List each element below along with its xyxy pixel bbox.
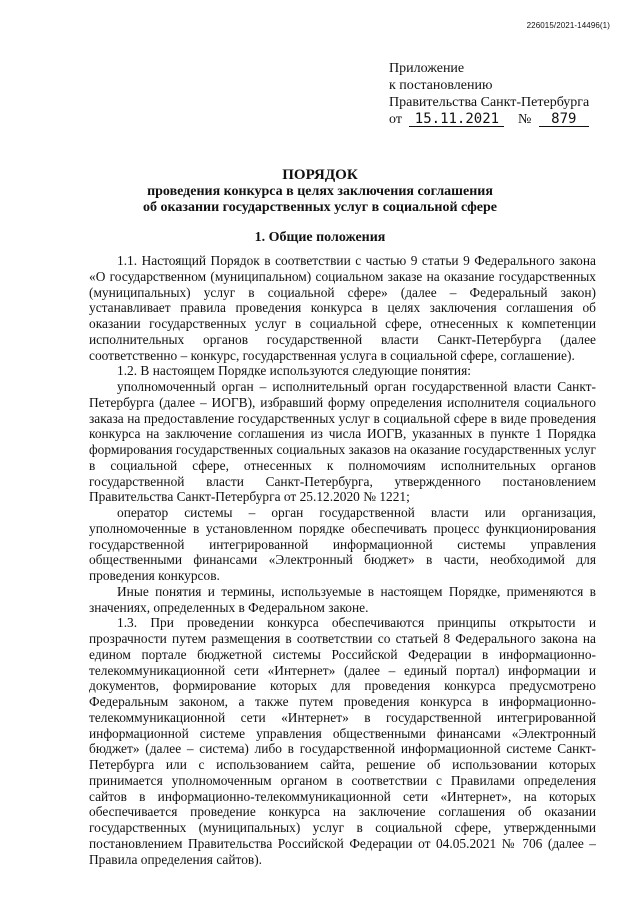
approval-line-government: Правительства Санкт-Петербурга (389, 95, 590, 110)
document-body (89, 253, 596, 867)
paragraph-1-1: 1.1. Настоящий Порядок в соответствии с частью 9 статьи 9 Федерального закона «О государственном (муниципальном) социальном заказе на оказание государственных (муниципальных) услуг в социальной сфере» (далее – Федеральный закон) устанавливает правила проведения конкурса в целях заключения соглашения об оказании государственных услуг в социальной сфере, отнесенных к компетенции исполнительных органов государственной власти Санкт-Петербурга (далее соответственно – конкурс, государственная услуга в социальной сфере, соглашение). (89, 253, 596, 363)
approval-block (389, 60, 589, 128)
approval-date-number-line (389, 111, 589, 128)
approval-line-resolution: к постановлению (389, 78, 493, 93)
document-registration-number: 226015/2021-14496(1) (526, 21, 610, 30)
title-line-2: проведения конкурса в целях заключения соглашения (147, 184, 493, 199)
approval-line-appendix: Приложение (389, 61, 465, 76)
date-prefix: от (389, 112, 402, 127)
paragraph-1-3: 1.3. При проведении конкурса обеспечиваются принципы открытости и прозрачности путем размещения в соответствии со статьей 8 Федерального закона на едином портале бюджетной системы Российской Федерации в информационно-телекоммуникационной сети «Интернет» (далее – единый портал) информации и документов, формирование которых для проведения конкурса предусмотрено Федеральным законом, а также путем проведения конкурса в информационно-телекоммуникационной сети «Интернет» в государственной интегрированной информационной системе управления общественными финансами «Электронный бюджет» (далее – система) либо в государственной информационной системе Санкт-Петербурга или с использованием сайта, решение об использовании которых принимается уполномоченным органом в соответствии с Правилами определения сайтов в информационно-телекоммуникационной сети «Интернет», на которых обеспечивается проведение конкурса на заключение соглашения об оказании государственных (муниципальных) услуг в социальной сфере, утвержденными постановлением Правительства Российской Федерации от 04.05.2021 № 706 (далее – Правила определения сайтов). (89, 615, 596, 867)
paragraph-other-terms: Иные понятия и термины, используемые в настоящем Порядке, применяются в значениях, определенных в Федеральном законе. (89, 583, 596, 615)
title-heading: ПОРЯДОК (282, 167, 358, 183)
approval-date: 15.11.2021 (409, 112, 504, 127)
approval-number: 879 (539, 112, 589, 127)
definition-system-operator: оператор системы – орган государственной власти или организация, уполномоченные в установленном порядке обеспечивать процесс функционирования государственной интегрированной информационной системы управления общественными финансами «Электронный бюджет» в части, необходимой для проведения конкурсов. (89, 505, 596, 583)
definition-authorized-body: уполномоченный орган – исполнительный орган государственной власти Санкт-Петербурга (далее – ИОГВ), избравший форму определения исполнителя социального заказа на предоставление государственных услуг в социальной сфере в виде проведения конкурса на заключение соглашения из числа ИОГВ, указанных в пункте 1 Порядка формирования государственных социальных заказов на оказание государственных услуг в социальной сфере, отнесенных к полномочиям исполнительных органов государственной власти Санкт-Петербурга, утвержденного постановлением Правительства Санкт-Петербурга от 25.12.2020 № 1221; (89, 379, 596, 505)
paragraph-1-2: 1.2. В настоящем Порядке используются следующие понятия: (117, 363, 471, 379)
section-heading: 1. Общие положения (254, 230, 386, 245)
title-line-3: об оказании государственных услуг в социальной сфере (143, 200, 497, 215)
number-prefix: № (517, 112, 532, 127)
document-title (0, 166, 640, 216)
